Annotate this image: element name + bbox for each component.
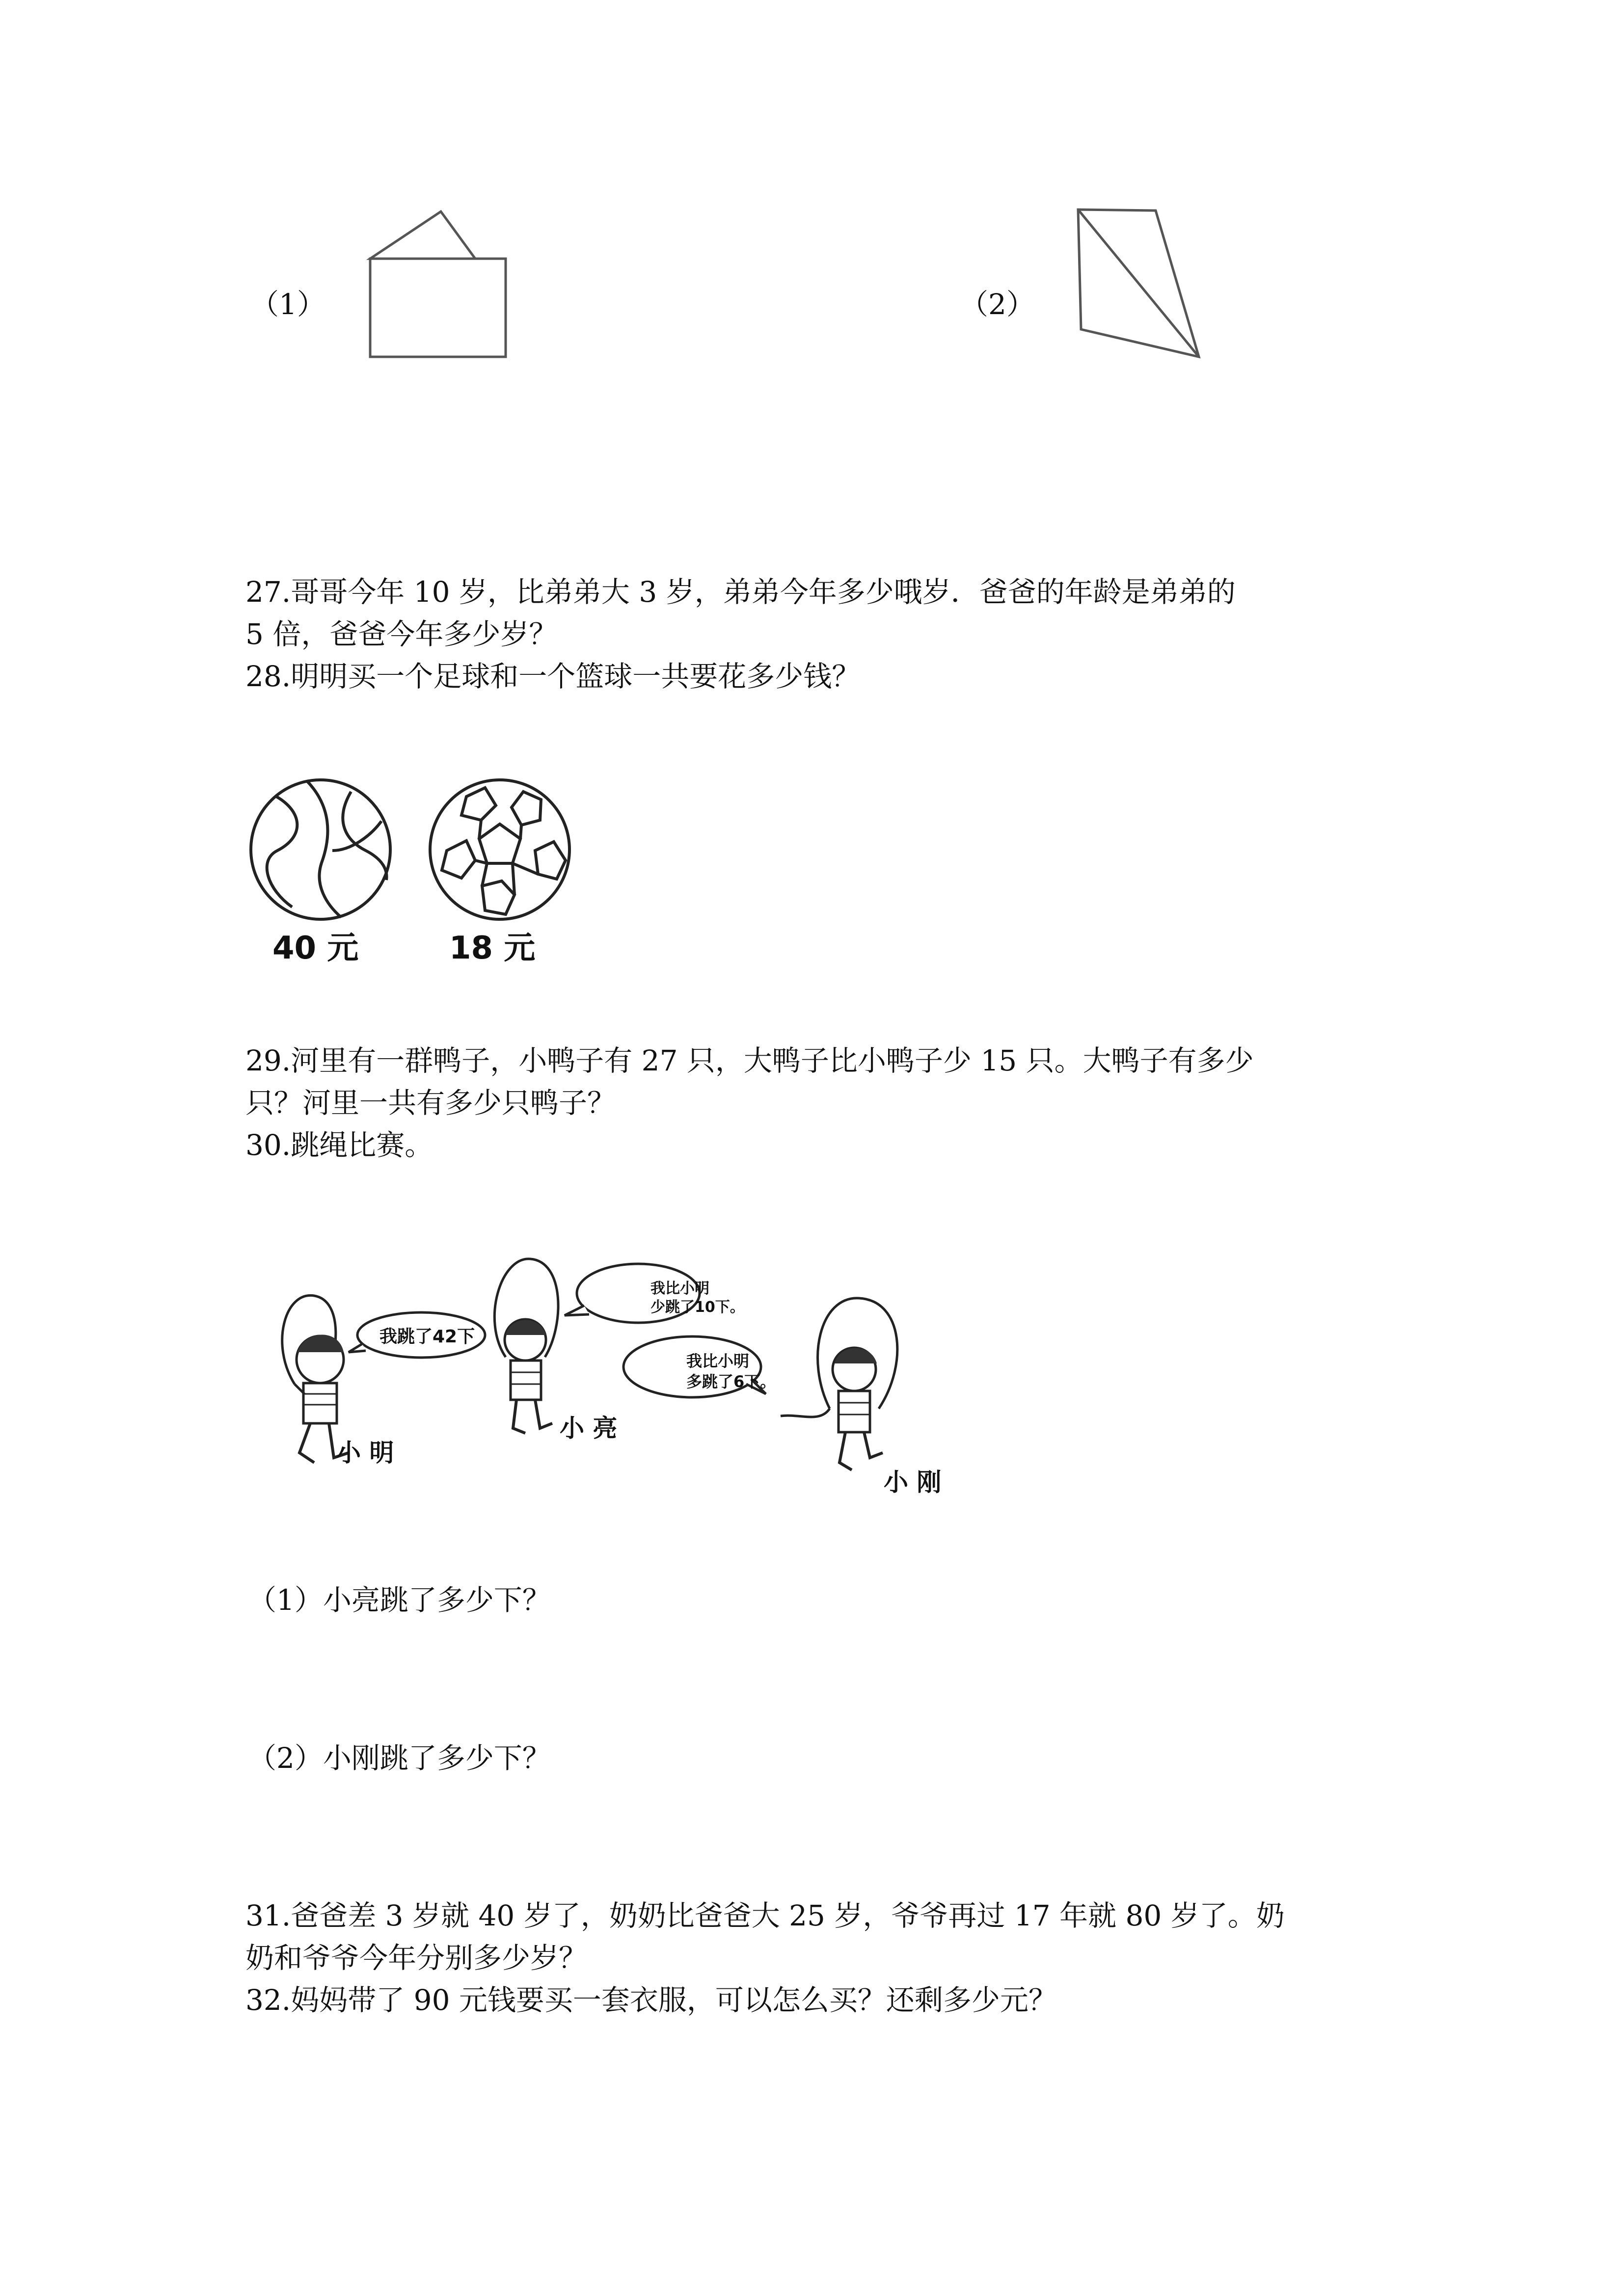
question-32: 32.妈妈带了 90 元钱要买一套衣服，可以怎么买？还剩多少元？ bbox=[245, 1983, 1057, 2017]
question-30-sub1: （1）小亮跳了多少下？ bbox=[248, 1583, 551, 1617]
xiaoliang-figure bbox=[494, 1259, 558, 1433]
football-price: 18 元 bbox=[449, 930, 536, 966]
football-figure bbox=[427, 777, 574, 924]
xiaoliang-bubble-text-line2: 少跳了10下。 bbox=[650, 1299, 745, 1316]
question-31-line1: 31.爸爸差 3 岁就 40 岁了，奶奶比爸爸大 25 岁，爷爷再过 17 年就 80 岁了。奶 bbox=[245, 1899, 1285, 1932]
xiaoliang-name-label: 小 亮 bbox=[560, 1414, 618, 1442]
xiaogang-name-label: 小 刚 bbox=[884, 1468, 942, 1496]
question-31-line2: 奶和爷爷今年分别多少岁？ bbox=[245, 1941, 588, 1975]
question-28: 28.明明买一个足球和一个篮球一共要花多少钱？ bbox=[245, 660, 861, 693]
shape-label-1: （1） bbox=[250, 288, 325, 321]
basketball-price: 40 元 bbox=[272, 930, 359, 966]
house-shape-figure bbox=[363, 209, 511, 361]
xiaogang-bubble-text-line1: 我比小明 bbox=[686, 1352, 750, 1370]
xiaogang-bubble-text-line2: 多跳了6下。 bbox=[686, 1372, 776, 1391]
quadrilateral-figure bbox=[1070, 204, 1208, 366]
xiaogang-figure bbox=[781, 1298, 897, 1470]
question-30: 30.跳绳比赛。 bbox=[245, 1128, 433, 1162]
xiaoliang-bubble-text-line1: 我比小明 bbox=[650, 1280, 709, 1297]
basketball-figure bbox=[248, 777, 395, 924]
question-30-sub2: （2）小刚跳了多少下？ bbox=[248, 1741, 551, 1775]
shape-label-2: （2） bbox=[960, 288, 1035, 321]
question-29-line1: 29.河里有一群鸭子，小鸭子有 27 只，大鸭子比小鸭子少 15 只。大鸭子有多少 bbox=[245, 1044, 1254, 1077]
question-27-line2: 5 倍，爸爸今年多少岁？ bbox=[245, 617, 558, 651]
xiaoming-name-label: 小 明 bbox=[336, 1439, 394, 1467]
question-27-line1: 27.哥哥今年 10 岁，比弟弟大 3 岁，弟弟今年多少哦岁．爸爸的年龄是弟弟的 bbox=[245, 575, 1236, 609]
question-29-line2: 只？河里一共有多少只鸭子？ bbox=[245, 1086, 616, 1120]
xiaoming-bubble-text: 我跳了42下 bbox=[379, 1327, 475, 1347]
